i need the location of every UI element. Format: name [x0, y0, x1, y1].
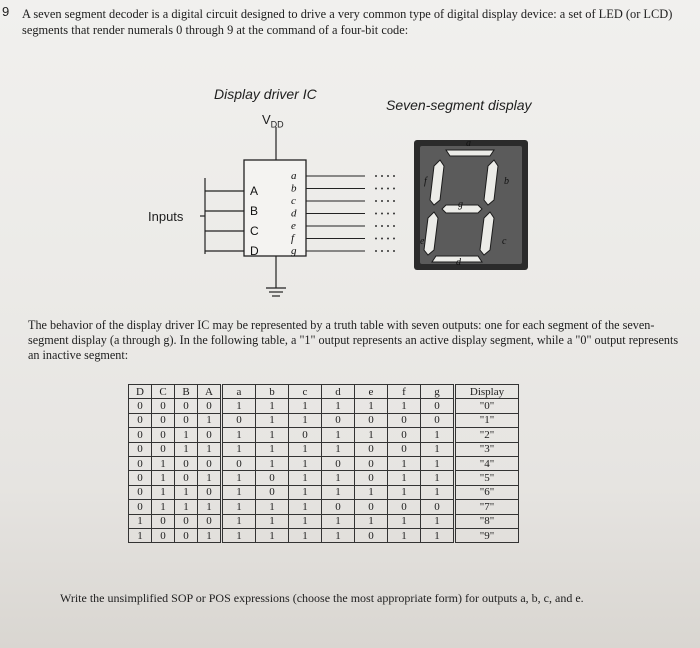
table-cell: 1	[322, 528, 355, 542]
table-cell: 1	[222, 428, 256, 442]
table-cell: 0	[198, 456, 222, 470]
table-cell: 1	[388, 514, 421, 528]
header-c: c	[289, 385, 322, 399]
table-row	[129, 514, 519, 528]
table-cell: 1	[152, 485, 175, 499]
table-cell: 1	[222, 500, 256, 514]
connector-dot	[375, 188, 377, 190]
table-row	[129, 428, 519, 442]
seg-label-g: g	[458, 199, 463, 210]
table-cell: 1	[289, 399, 322, 413]
table-cell: 0	[152, 514, 175, 528]
table-cell: 0	[322, 500, 355, 514]
header-D: D	[129, 385, 152, 399]
output-pin-a: a	[291, 170, 297, 182]
connector-dot	[381, 188, 383, 190]
input-pin-b: B	[250, 204, 259, 218]
seg-label-e: e	[420, 236, 425, 247]
table-cell: 1	[355, 485, 388, 499]
table-cell: 1	[175, 485, 198, 499]
table-row	[129, 500, 519, 514]
table-cell: 0	[175, 471, 198, 485]
table-cell: 0	[388, 442, 421, 456]
table-cell: 0	[129, 471, 152, 485]
table-cell: "0"	[455, 399, 519, 413]
table-cell: 1	[421, 514, 455, 528]
header-C: C	[152, 385, 175, 399]
circuit-diagram	[0, 0, 700, 320]
connector-dot	[381, 225, 383, 227]
connector-dot	[387, 213, 389, 215]
table-cell: 1	[289, 514, 322, 528]
table-cell: 1	[256, 528, 289, 542]
table-cell: 1	[289, 413, 322, 427]
table-header-row	[129, 385, 519, 399]
table-cell: 1	[175, 428, 198, 442]
table-cell: 1	[222, 514, 256, 528]
connector-dot	[393, 200, 395, 202]
table-cell: 0	[388, 500, 421, 514]
table-cell: "4"	[455, 456, 519, 470]
table-cell: 0	[198, 514, 222, 528]
header-A: A	[198, 385, 222, 399]
table-cell: 1	[289, 456, 322, 470]
seg-label-d: d	[456, 257, 461, 268]
table-cell: "9"	[455, 528, 519, 542]
table-row	[129, 399, 519, 413]
table-cell: 1	[198, 500, 222, 514]
table-cell: 0	[129, 428, 152, 442]
table-cell: 0	[421, 413, 455, 427]
inputs-label: Inputs	[148, 209, 184, 224]
table-cell: 0	[175, 514, 198, 528]
table-row	[129, 456, 519, 470]
table-row	[129, 442, 519, 456]
table-cell: 0	[129, 442, 152, 456]
table-cell: 1	[256, 514, 289, 528]
connector-dot	[375, 238, 377, 240]
connector-dot	[393, 238, 395, 240]
table-cell: 0	[129, 413, 152, 427]
table-cell: 1	[355, 514, 388, 528]
table-row	[129, 485, 519, 499]
connector-dot	[387, 200, 389, 202]
vdd-sub: DD	[270, 119, 284, 130]
table-cell: 0	[388, 413, 421, 427]
table-cell: 0	[198, 428, 222, 442]
table-cell: 0	[152, 442, 175, 456]
table-cell: 0	[322, 456, 355, 470]
connector-dot	[387, 225, 389, 227]
connector-dot	[393, 188, 395, 190]
connector-dot	[375, 213, 377, 215]
behavior-paragraph: The behavior of the display driver IC may be represented by a truth table with seven outputs: one for each segment of the seven-segment display (a through g). In the following table, a "1" output represents an active display segment, while a "0" output represents an inactive segment:	[28, 318, 679, 362]
seg-label-c: c	[502, 236, 507, 247]
connector-dot	[393, 225, 395, 227]
seg-label-b: b	[504, 176, 509, 187]
table-cell: 1	[256, 442, 289, 456]
table-cell: 0	[152, 528, 175, 542]
question-number: 9	[2, 4, 10, 19]
table-cell: 0	[198, 485, 222, 499]
header-b: b	[256, 385, 289, 399]
dotted-connectors	[375, 175, 395, 252]
table-cell: 0	[256, 471, 289, 485]
table-cell: 0	[129, 485, 152, 499]
connector-dot	[393, 250, 395, 252]
table-cell: "8"	[455, 514, 519, 528]
table-cell: 1	[289, 442, 322, 456]
table-cell: 1	[152, 471, 175, 485]
intro-text: A seven segment decoder is a digital circuit designed to drive a very common type of digital display device: a set of LED (or LCD) segments that render numerals 0 through 9 at the command of a four-bit code:	[22, 7, 673, 37]
table-cell: 0	[175, 528, 198, 542]
table-cell: 0	[355, 528, 388, 542]
table-cell: 0	[421, 399, 455, 413]
table-cell: 0	[421, 500, 455, 514]
header-e: e	[355, 385, 388, 399]
table-cell: 0	[129, 456, 152, 470]
table-row	[129, 528, 519, 542]
table-cell: 1	[322, 471, 355, 485]
seg-label-f: f	[424, 176, 427, 187]
table-cell: 1	[256, 399, 289, 413]
table-cell: "7"	[455, 500, 519, 514]
table-cell: 1	[152, 456, 175, 470]
table-cell: "1"	[455, 413, 519, 427]
output-lines	[306, 176, 365, 251]
table-cell: 1	[256, 428, 289, 442]
table-row	[129, 413, 519, 427]
output-pin-c: c	[291, 195, 296, 207]
table-cell: 1	[256, 456, 289, 470]
table-cell: 0	[222, 456, 256, 470]
table-cell: 1	[129, 514, 152, 528]
seg-label-a: a	[466, 138, 471, 149]
table-cell: 1	[289, 528, 322, 542]
table-cell: 1	[198, 471, 222, 485]
table-cell: 1	[289, 500, 322, 514]
table-cell: 0	[388, 428, 421, 442]
display-title: Seven-segment display	[386, 97, 532, 113]
table-cell: 0	[175, 456, 198, 470]
table-cell: "5"	[455, 471, 519, 485]
connector-dot	[381, 213, 383, 215]
table-cell: 1	[421, 456, 455, 470]
table-cell: 1	[222, 528, 256, 542]
header-g: g	[421, 385, 455, 399]
segment-a	[446, 150, 494, 156]
table-cell: 1	[388, 456, 421, 470]
table-cell: 1	[322, 485, 355, 499]
table-cell: 1	[256, 500, 289, 514]
table-cell: 0	[355, 471, 388, 485]
table-cell: 0	[129, 500, 152, 514]
table-cell: 1	[322, 399, 355, 413]
connector-dot	[375, 200, 377, 202]
connector-dot	[387, 238, 389, 240]
table-cell: 1	[198, 413, 222, 427]
table-cell: 1	[355, 428, 388, 442]
table-cell: 0	[355, 413, 388, 427]
input-pin-a: A	[250, 184, 259, 198]
header-display: Display	[455, 385, 519, 399]
table-cell: 1	[322, 428, 355, 442]
table-cell: 1	[152, 500, 175, 514]
table-cell: 1	[289, 485, 322, 499]
table-cell: 1	[256, 413, 289, 427]
driver-title: Display driver IC	[214, 86, 317, 102]
input-pin-c: C	[250, 224, 259, 238]
table-cell: 1	[222, 471, 256, 485]
table-cell: 1	[222, 442, 256, 456]
table-cell: 1	[222, 399, 256, 413]
table-cell: 0	[129, 399, 152, 413]
connector-dot	[375, 175, 377, 177]
output-pin-g: g	[291, 245, 297, 257]
table-cell: 1	[222, 485, 256, 499]
table-cell: 1	[322, 442, 355, 456]
table-cell: 0	[175, 413, 198, 427]
header-B: B	[175, 385, 198, 399]
connector-dot	[381, 200, 383, 202]
table-cell: 0	[355, 442, 388, 456]
table-cell: 1	[198, 442, 222, 456]
header-f: f	[388, 385, 421, 399]
connector-dot	[387, 250, 389, 252]
output-pin-d: d	[291, 207, 297, 220]
input-pin-d: D	[250, 244, 259, 258]
table-cell: 1	[421, 485, 455, 499]
table-cell: "2"	[455, 428, 519, 442]
header-d: d	[322, 385, 355, 399]
table-cell: 1	[421, 471, 455, 485]
connector-dot	[387, 175, 389, 177]
connector-dot	[381, 238, 383, 240]
connector-dot	[387, 188, 389, 190]
table-cell: 0	[175, 399, 198, 413]
table-cell: 1	[198, 528, 222, 542]
table-cell: 0	[152, 428, 175, 442]
table-cell: 0	[256, 485, 289, 499]
output-pin-e: e	[291, 220, 296, 232]
table-cell: 1	[388, 399, 421, 413]
connector-dot	[393, 213, 395, 215]
table-cell: 1	[388, 485, 421, 499]
table-cell: 0	[355, 500, 388, 514]
header-a: a	[222, 385, 256, 399]
connector-dot	[393, 175, 395, 177]
table-cell: 0	[152, 399, 175, 413]
vdd-label-text: V	[262, 112, 271, 127]
table-cell: 1	[388, 471, 421, 485]
table-cell: 1	[175, 442, 198, 456]
table-cell: 0	[355, 456, 388, 470]
table-cell: 0	[289, 428, 322, 442]
table-cell: 1	[421, 528, 455, 542]
connector-dot	[381, 175, 383, 177]
output-pin-f: f	[291, 232, 295, 245]
table-cell: 1	[388, 528, 421, 542]
table-cell: "6"	[455, 485, 519, 499]
final-instruction: Write the unsimplified SOP or POS expressions (choose the most appropriate form) for outputs a, b, c, and e.	[60, 591, 584, 605]
table-cell: 0	[152, 413, 175, 427]
output-pin-b: b	[291, 182, 297, 195]
table-cell: 1	[322, 514, 355, 528]
table-cell: 1	[355, 399, 388, 413]
connector-dot	[381, 250, 383, 252]
table-cell: 1	[175, 500, 198, 514]
table-cell: 1	[421, 428, 455, 442]
input-lines	[205, 191, 244, 251]
table-cell: 0	[222, 413, 256, 427]
table-cell: 1	[129, 528, 152, 542]
table-cell: 0	[322, 413, 355, 427]
table-row	[129, 471, 519, 485]
table-cell: 1	[289, 471, 322, 485]
connector-dot	[375, 225, 377, 227]
table-cell: "3"	[455, 442, 519, 456]
connector-dot	[375, 250, 377, 252]
table-body	[129, 399, 519, 543]
table-cell: 0	[198, 399, 222, 413]
table-cell: 1	[421, 442, 455, 456]
truth-table	[128, 384, 519, 543]
